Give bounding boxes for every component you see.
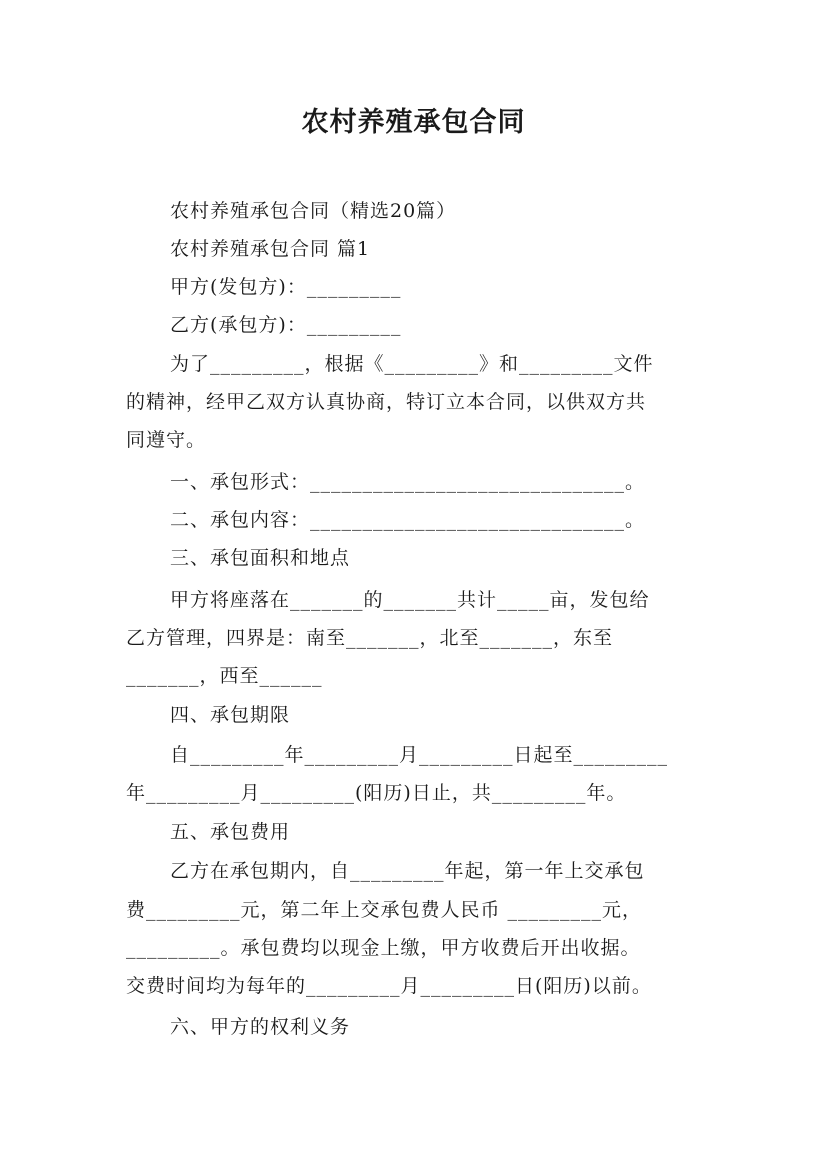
clause-1-form: 一、承包形式：______________________________。 <box>170 471 646 493</box>
clause-5-line-3: _________。承包费均以现金上缴，甲方收费后开出收据。 <box>126 937 641 959</box>
clause-3-heading: 三、承包面积和地点 <box>170 547 351 569</box>
clause-4-line-2: 年_________月_________(阳历)日止，共_________年。 <box>126 782 627 804</box>
clause-6-heading: 六、甲方的权利义务 <box>170 1016 351 1038</box>
clause-5-line-4: 交费时间均为每年的_________月_________日(阳历)以前。 <box>126 975 652 997</box>
clause-4-line-1: 自_________年_________月_________日起至_________ <box>170 744 669 766</box>
preamble-line-2: 的精神，经甲乙双方认真协商，特订立本合同，以供双方共 <box>126 391 647 413</box>
document-title: 农村养殖承包合同 <box>301 107 526 138</box>
clause-2-content: 二、承包内容：______________________________。 <box>170 509 646 531</box>
doc-subtitle: 农村养殖承包合同（精选20篇） <box>170 200 457 222</box>
clause-5-line-2: 费_________元，第二年上交承包费人民币 _________元， <box>126 899 643 921</box>
clause-3-line-2: 乙方管理，四界是：南至_______，北至_______，东至 <box>126 627 614 649</box>
preamble-line-3: 同遵守。 <box>126 429 207 451</box>
party-a-line: 甲方(发包方)：_________ <box>170 276 402 298</box>
section-heading-part1: 农村养殖承包合同 篇1 <box>170 238 371 260</box>
preamble-line-1: 为了_________，根据《_________》和_________文件 <box>170 353 654 375</box>
party-b-line: 乙方(承包方)：_________ <box>170 314 402 336</box>
clause-5-heading: 五、承包费用 <box>170 821 291 843</box>
clause-5-line-1: 乙方在承包期内，自_________年起，第一年上交承包 <box>170 860 645 882</box>
clause-3-line-3: _______，西至______ <box>126 665 323 687</box>
clause-3-line-1: 甲方将座落在_______的_______共计_____亩，发包给 <box>170 589 650 611</box>
clause-4-heading: 四、承包期限 <box>170 704 291 726</box>
